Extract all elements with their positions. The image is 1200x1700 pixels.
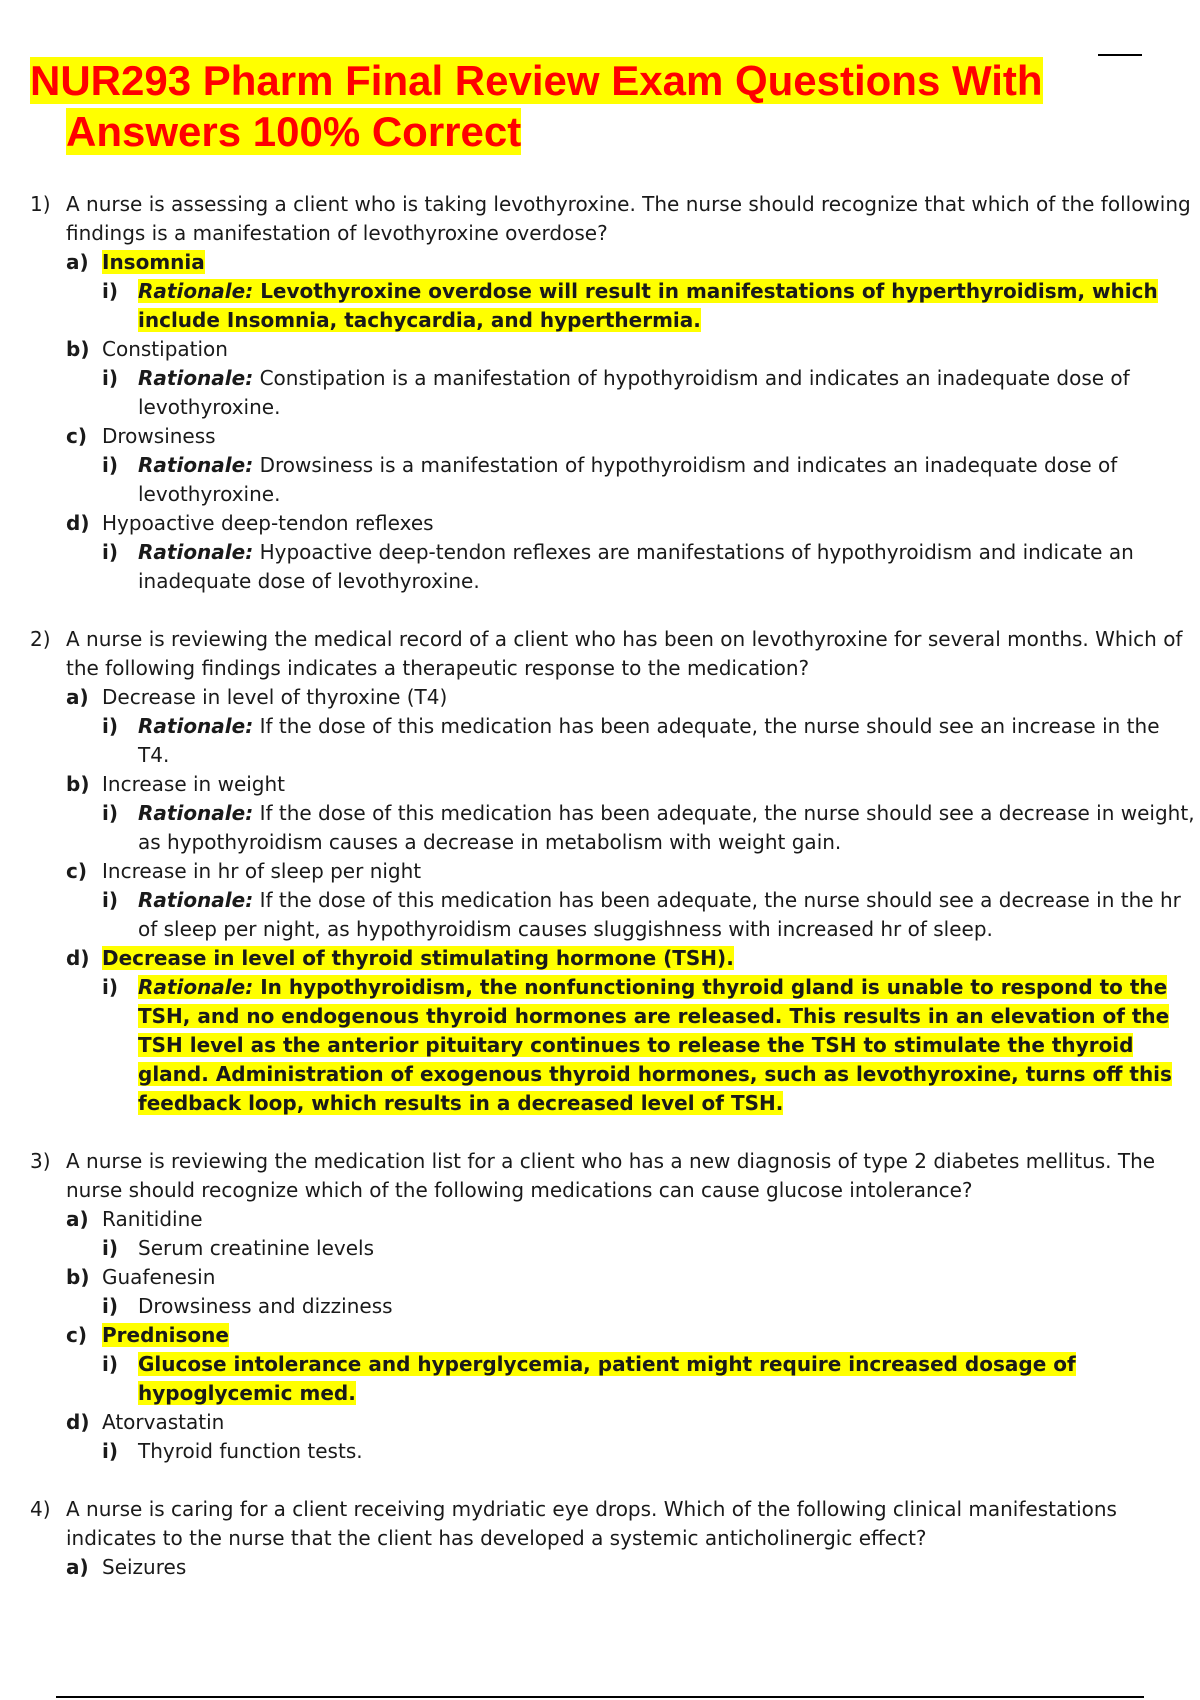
rationale-text: If the dose of this medication has been adequate, the nurse should see an increase in the T4.	[138, 714, 1160, 767]
option-letter: a)	[66, 1207, 89, 1231]
rationale-label: Rationale:	[138, 540, 254, 564]
option-text: Hypoactive deep-tendon reflexes	[102, 511, 434, 535]
note-text: Glucose intolerance and hyperglycemia, patient might require increased dosage of hypoglycemic med.	[138, 1352, 1076, 1405]
option-note	[30, 1234, 1195, 1263]
option-letter: b)	[66, 1265, 90, 1289]
answer-option-a	[30, 1205, 1195, 1234]
answer-option-d	[30, 509, 1195, 538]
rationale	[30, 886, 1195, 944]
option-letter: d)	[66, 511, 90, 535]
rationale-label: Rationale:	[138, 975, 254, 999]
option-letter: d)	[66, 1410, 90, 1434]
option-letter: b)	[66, 772, 90, 796]
rationale-label: Rationale:	[138, 279, 254, 303]
rationale-label: Rationale:	[138, 453, 254, 477]
option-text: Increase in weight	[102, 772, 286, 796]
answer-option-b	[30, 1263, 1195, 1292]
option-note	[30, 1437, 1195, 1466]
question-2	[30, 625, 1195, 1118]
option-letter: d)	[66, 946, 90, 970]
option-text-correct: Prednisone	[102, 1323, 229, 1347]
note-marker: i)	[102, 1352, 118, 1376]
option-text: Guafenesin	[102, 1265, 216, 1289]
answer-option-a	[30, 1553, 1195, 1582]
question-text: A nurse is reviewing the medication list for a client who has a new diagnosis of type 2 diabetes mellitus. The nurse should recognize which of the following medications can cause glucose intolerance?	[66, 1149, 1156, 1202]
answer-option-a	[30, 248, 1195, 277]
answer-option-d	[30, 944, 1195, 973]
answer-option-a	[30, 683, 1195, 712]
rationale-text: Hypoactive deep-tendon reflexes are manifestations of hypothyroidism and indicate an inadequate dose of levothyroxine.	[138, 540, 1134, 593]
option-text: Seizures	[102, 1555, 187, 1579]
rationale-label: Rationale:	[138, 801, 254, 825]
option-letter: c)	[66, 1323, 87, 1347]
question-text: A nurse is caring for a client receiving mydriatic eye drops. Which of the following clinical manifestations indicates to the nurse that the client has developed a systemic anticholinergic effect?	[66, 1497, 1117, 1550]
answer-option-c	[30, 857, 1195, 886]
option-note	[30, 1292, 1195, 1321]
question-4	[30, 1495, 1195, 1582]
note-text: Drowsiness and dizziness	[138, 1294, 393, 1318]
rationale-label: Rationale:	[138, 888, 254, 912]
rationale-text: In hypothyroidism, the nonfunctioning thyroid gland is unable to respond to the TSH, and no endogenous thyroid hormones are released. This results in an elevation of the TSH level as the anterior pituitary continues to release the TSH to stimulate the thyroid gland. Administration of exogenous thyroid hormones, such as levothyroxine, turns off this feedback loop, which results in a decreased level of TSH.	[138, 975, 1172, 1115]
rationale	[30, 364, 1195, 422]
answer-option-c	[30, 422, 1195, 451]
rationale-marker: i)	[102, 975, 118, 999]
question-stem	[30, 190, 1195, 248]
rationale-text: Constipation is a manifestation of hypothyroidism and indicates an inadequate dose of levothyroxine.	[138, 366, 1130, 419]
question-text: A nurse is assessing a client who is taking levothyroxine. The nurse should recognize that which of the following findings is a manifestation of levothyroxine overdose?	[66, 192, 1191, 245]
answer-option-b	[30, 335, 1195, 364]
rationale-text: If the dose of this medication has been adequate, the nurse should see a decrease in the hr of sleep per night, as hypothyroidism causes sluggishness with increased hr of sleep.	[138, 888, 1181, 941]
question-number: 2)	[30, 627, 51, 651]
rationale-marker: i)	[102, 279, 118, 303]
option-text: Increase in hr of sleep per night	[102, 859, 422, 883]
question-stem	[30, 1495, 1195, 1553]
rationale	[30, 799, 1195, 857]
option-letter: c)	[66, 424, 87, 448]
rationale-marker: i)	[102, 714, 118, 738]
answer-option-b	[30, 770, 1195, 799]
option-text: Drowsiness	[102, 424, 216, 448]
note-marker: i)	[102, 1236, 118, 1260]
question-text: A nurse is reviewing the medical record of a client who has been on levothyroxine for several months. Which of the following findings indicates a therapeutic response to the medication?	[66, 627, 1183, 680]
rationale	[30, 277, 1195, 335]
note-marker: i)	[102, 1439, 118, 1463]
rationale-marker: i)	[102, 453, 118, 477]
rationale-label: Rationale:	[138, 714, 254, 738]
question-number: 4)	[30, 1497, 51, 1521]
option-letter: b)	[66, 337, 90, 361]
rationale-text: If the dose of this medication has been adequate, the nurse should see a decrease in weight, as hypothyroidism causes a decrease in metabolism with weight gain.	[138, 801, 1195, 854]
answer-option-c	[30, 1321, 1195, 1350]
option-text: Constipation	[102, 337, 228, 361]
rationale-text: Levothyroxine overdose will result in manifestations of hyperthyroidism, which include Insomnia, tachycardia, and hyperthermia.	[138, 279, 1158, 332]
rationale	[30, 451, 1195, 509]
question-1	[30, 190, 1195, 596]
option-note	[30, 1350, 1195, 1408]
rationale-marker: i)	[102, 540, 118, 564]
option-text: Ranitidine	[102, 1207, 203, 1231]
title-line-1: NUR293 Pharm Final Review Exam Questions With	[30, 57, 1043, 104]
note-text: Thyroid function tests.	[138, 1439, 363, 1463]
footer-rule	[56, 1696, 1144, 1698]
question-number: 1)	[30, 192, 51, 216]
option-text-correct: Insomnia	[102, 250, 205, 274]
rationale-label: Rationale:	[138, 366, 254, 390]
note-marker: i)	[102, 1294, 118, 1318]
rationale	[30, 538, 1195, 596]
question-stem	[30, 625, 1195, 683]
option-letter: a)	[66, 250, 89, 274]
option-letter: c)	[66, 859, 87, 883]
rationale-marker: i)	[102, 888, 118, 912]
question-stem	[30, 1147, 1195, 1205]
option-text: Atorvastatin	[102, 1410, 225, 1434]
note-text: Serum creatinine levels	[138, 1236, 375, 1260]
rationale	[30, 973, 1195, 1118]
option-text-correct: Decrease in level of thyroid stimulating hormone (TSH).	[102, 946, 734, 970]
rationale	[30, 712, 1195, 770]
question-number: 3)	[30, 1149, 51, 1173]
title-line-2: Answers 100% Correct	[66, 108, 522, 155]
option-letter: a)	[66, 1555, 89, 1579]
document-title	[30, 55, 1120, 157]
question-3	[30, 1147, 1195, 1466]
rationale-marker: i)	[102, 801, 118, 825]
rationale-marker: i)	[102, 366, 118, 390]
option-text: Decrease in level of thyroxine (T4)	[102, 685, 448, 709]
option-letter: a)	[66, 685, 89, 709]
question-list	[30, 190, 1195, 1611]
answer-option-d	[30, 1408, 1195, 1437]
rationale-text: Drowsiness is a manifestation of hypothyroidism and indicates an inadequate dose of levothyroxine.	[138, 453, 1118, 506]
